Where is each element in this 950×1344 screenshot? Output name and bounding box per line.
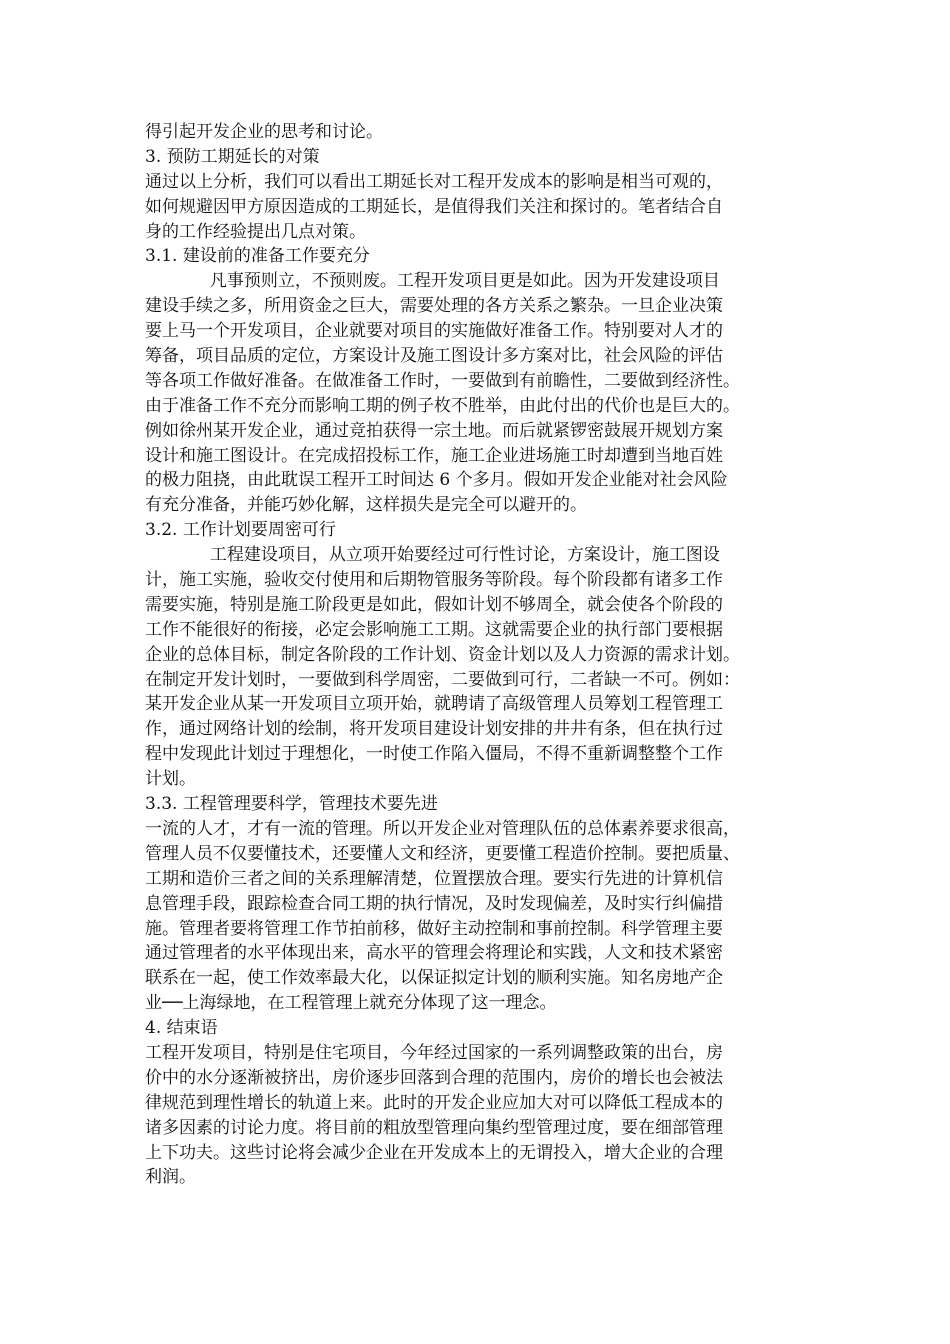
body-line: 例如徐州某开发企业，通过竞拍获得一宗土地。而后就紧锣密鼓展开规划方案: [145, 420, 723, 441]
body-line: 某开发企业从某一开发项目立项开始，就聘请了高级管理人员筹划工程管理工: [145, 694, 723, 715]
body-line: 业──上海绿地，在工程管理上就充分体现了这一理念。: [145, 993, 557, 1014]
body-line: 计，施工实施，验收交付使用和后期物管服务等阶段。每个阶段都有诸多工作: [145, 570, 723, 591]
body-line: 程中发现此计划过于理想化，一时使工作陷入僵局，不得不重新调整整个工作: [145, 744, 723, 765]
body-line: 施。管理者要将管理工作节拍前移，做好主动控制和事前控制。科学管理主要: [145, 918, 723, 939]
body-line: 价中的水分逐渐被挤出，房价逐步回落到合理的范围内，房价的增长也会被法: [145, 1067, 723, 1088]
body-line: 工期和造价三者之间的关系理解清楚，位置摆放合理。要实行先进的计算机信: [145, 868, 723, 889]
body-line: 身的工作经验提出几点对策。: [145, 221, 366, 242]
body-line: 在制定开发计划时，一要做到科学周密，二要做到可行，二者缺一不可。例如：: [145, 669, 740, 690]
section-heading: 3.2. 工作计划要周密可行: [145, 520, 336, 541]
body-line: 利润。: [145, 1167, 196, 1188]
body-line: 得引起开发企业的思考和讨论。: [145, 122, 383, 142]
body-line: 作，通过网络计划的绘制，将开发项目建设计划安排的井井有条，但在执行过: [145, 719, 723, 740]
body-line: 建设手续之多，所用资金之巨大，需要处理的各方关系之繁杂。一旦企业决策: [145, 296, 723, 317]
body-line: 工程建设项目，从立项开始要经过可行性讨论，方案设计，施工图设: [145, 545, 720, 566]
section-heading: 3. 预防工期延长的对策: [145, 146, 320, 167]
section-heading: 3.3. 工程管理要科学，管理技术要先进: [145, 794, 438, 815]
body-line: 有充分准备，并能巧妙化解，这样损失是完全可以避开的。: [145, 495, 587, 516]
body-line: 筹备，项目品质的定位，方案设计及施工图设计多方案对比，社会风险的评估: [145, 346, 723, 367]
body-line: 工作不能很好的衔接，必定会影响施工工期。这就需要企业的执行部门要根据: [145, 619, 723, 640]
body-line: 联系在一起，使工作效率最大化，以保证拟定计划的顺利实施。知名房地产企: [145, 968, 723, 989]
document-page: [145, 120, 810, 1190]
body-line: 的极力阻挠，由此耽误工程开工时间达 6 个多月。假如开发企业能对社会风险: [145, 470, 728, 491]
body-line: 设计和施工图设计。在完成招投标工作，施工企业进场施工时却遭到当地百姓: [145, 445, 723, 466]
body-line: 通过管理者的水平体现出来，高水平的管理会将理论和实践，人文和技术紧密: [145, 943, 723, 964]
body-line: 诸多因素的讨论力度。将目前的粗放型管理向集约型管理过度，要在细部管理: [145, 1117, 723, 1138]
body-line: 企业的总体目标，制定各阶段的工作计划、资金计划以及人力资源的需求计划。: [145, 644, 740, 665]
body-line: 凡事预则立，不预则废。工程开发项目更是如此。因为开发建设项目: [145, 271, 720, 292]
section-heading: 4. 结束语: [145, 1018, 218, 1039]
body-line: 工程开发项目，特别是住宅项目，今年经过国家的一系列调整政策的出台，房: [145, 1042, 723, 1063]
body-line: 需要实施，特别是施工阶段更是如此，假如计划不够周全，就会使各个阶段的: [145, 594, 723, 615]
body-line: 要上马一个开发项目，企业就要对项目的实施做好准备工作。特别要对人才的: [145, 321, 723, 342]
body-line: 息管理手段，跟踪检查合同工期的执行情况，及时发现偏差，及时实行纠偏措: [145, 893, 723, 914]
body-line: 计划。: [145, 769, 196, 790]
body-line: 上下功夫。这些讨论将会减少企业在开发成本上的无谓投入，增大企业的合理: [145, 1142, 723, 1163]
body-line: 通过以上分析，我们可以看出工期延长对工程开发成本的影响是相当可观的，: [145, 171, 723, 192]
body-line: 律规范到理性增长的轨道上来。此时的开发企业应加大对可以降低工程成本的: [145, 1092, 723, 1113]
body-line: 如何规避因甲方原因造成的工期延长，是值得我们关注和探讨的。笔者结合自: [145, 196, 723, 217]
body-line: 一流的人才，才有一流的管理。所以开发企业对管理队伍的总体素养要求很高，: [145, 818, 740, 839]
body-line: 管理人员不仅要懂技术，还要懂人文和经济，更要懂工程造价控制。要把质量、: [145, 843, 740, 864]
body-line: 由于准备工作不充分而影响工期的例子枚不胜举，由此付出的代价也是巨大的。: [145, 395, 740, 416]
body-line: 等各项工作做好准备。在做准备工作时，一要做到有前瞻性，二要做到经济性。: [145, 370, 740, 391]
section-heading: 3.1. 建设前的准备工作要充分: [145, 246, 370, 267]
